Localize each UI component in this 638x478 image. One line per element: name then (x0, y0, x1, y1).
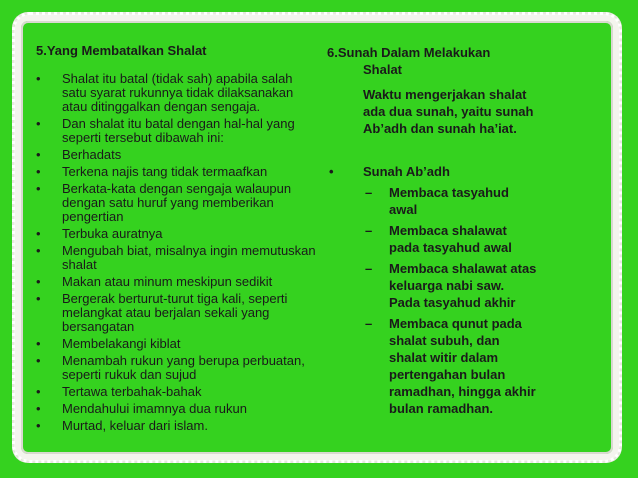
membatalkan-list (36, 72, 316, 433)
dash-item: – Membaca qunut pada shalat subuh, dan shalat witir dalam pertengahan bulan ramadhan, hingga akhir bulan ramadhan. (327, 315, 537, 417)
section-title-sunah: 6.Sunah Dalam Melakukan (327, 45, 491, 60)
right-column (327, 44, 537, 417)
list-item: • Terbuka auratnya (36, 227, 316, 241)
sunah-abadh-bullet: • Sunah Ab’adh (327, 163, 537, 180)
list-item: • Berkata-kata dengan sengaja walaupun dengan satu huruf yang memberikan pengertian (36, 182, 316, 224)
sunah-intro-text: Waktu mengerjakan shalat ada dua sunah, yaitu sunah Ab’adh dan sunah ha’iat. (363, 87, 534, 136)
list-item: • Mendahului imamnya dua rukun (36, 402, 316, 416)
list-item: • Makan atau minum meskipun sedikit (36, 275, 316, 289)
dash-item: – Membaca shalawat atas keluarga nabi saw. Pada tasyahud akhir (327, 260, 537, 311)
list-item: • Menambah rukun yang berupa perbuatan, seperti rukuk dan sujud (36, 354, 316, 382)
list-item: • Bergerak berturut-turut tiga kali, seperti melangkat atau berjalan sekali yang bersangatan (36, 292, 316, 334)
section-title-sunah-line2: Shalat (363, 62, 403, 77)
list-item: • Tertawa terbahak-bahak (36, 385, 316, 399)
section-title-membatalkan: 5.Yang Membatalkan Shalat (36, 43, 207, 58)
list-item: • Berhadats (36, 148, 316, 162)
list-item: • Murtad, keluar dari islam. (36, 419, 316, 433)
list-item: • Dan shalat itu batal dengan hal-hal yang seperti tersebut dibawah ini: (36, 117, 316, 145)
left-column (36, 44, 316, 436)
list-item: • Shalat itu batal (tidak sah) apabila salah satu syarat rukunnya tidak dilaksanakan atau ditinggalkan dengan sengaja. (36, 72, 316, 114)
list-item: • Terkena najis tang tidak termaafkan (36, 165, 316, 179)
dash-item: – Membaca shalawat pada tasyahud awal (327, 222, 537, 256)
list-item: • Membelakangi kiblat (36, 337, 316, 351)
dash-item: – Membaca tasyahud awal (327, 184, 537, 218)
list-item: • Mengubah biat, misalnya ingin memutuskan shalat (36, 244, 316, 272)
